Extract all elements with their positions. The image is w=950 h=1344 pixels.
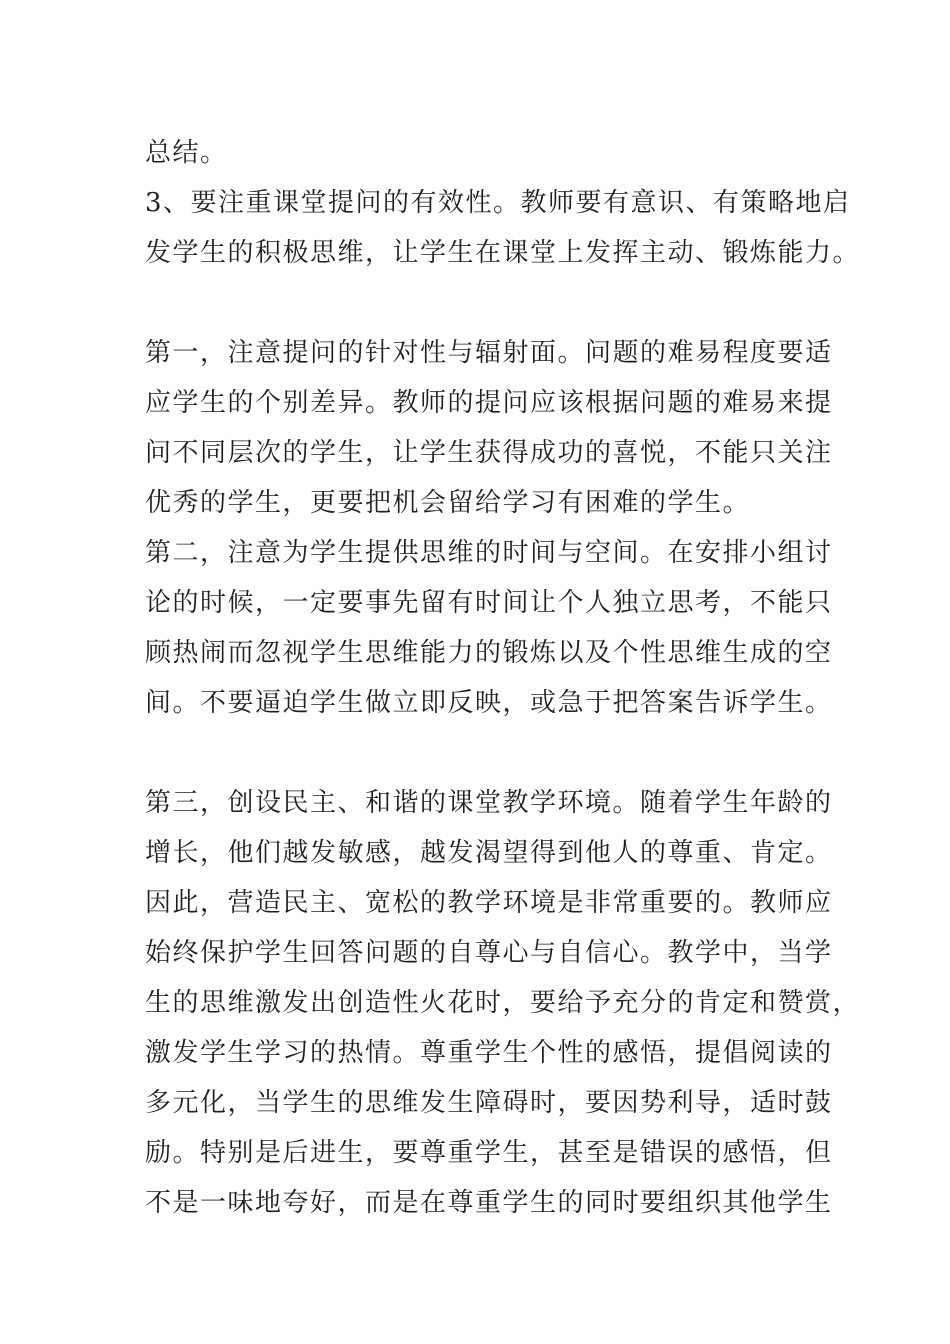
text-line: 总结。 (145, 138, 228, 168)
text-line: 第一，注意提问的针对性与辐射面。问题的难易程度要适 (145, 338, 833, 368)
text-line: 论的时候，一定要事先留有时间让个人独立思考，不能只 (145, 588, 833, 618)
text-line: 顾热闹而忽视学生思维能力的锻炼以及个性思维生成的空 (145, 638, 833, 668)
paragraph-gap (145, 728, 825, 778)
text-line: 问不同层次的学生，让学生获得成功的喜悦，不能只关注 (145, 438, 833, 468)
text-line: 因此，营造民主、宽松的教学环境是非常重要的。教师应 (145, 888, 833, 918)
text-line: 应学生的个别差异。教师的提问应该根据问题的难易来提 (145, 388, 833, 418)
text-line: 第三，创设民主、和谐的课堂教学环境。随着学生年龄的 (145, 788, 833, 818)
text-line: 发学生的积极思维，让学生在课堂上发挥主动、锻炼能力。 (145, 238, 861, 268)
text-line: 激发学生学习的热情。尊重学生个性的感悟，提倡阅读的 (145, 1038, 833, 1068)
document-body (145, 128, 861, 1228)
text-line: 增长，他们越发敏感，越发渴望得到他人的尊重、肯定。 (145, 838, 833, 868)
text-line: 间。不要逼迫学生做立即反映，或急于把答案告诉学生。 (145, 688, 833, 718)
text-line: 始终保护学生回答问题的自尊心与自信心。教学中，当学 (145, 938, 833, 968)
text-line: 第二，注意为学生提供思维的时间与空间。在安排小组讨 (145, 538, 833, 568)
text-line: 3、要注重课堂提问的有效性。教师要有意识、有策略地启 (145, 188, 851, 218)
text-line: 励。特别是后进生，要尊重学生，甚至是错误的感悟，但 (145, 1138, 833, 1168)
paragraph-gap (145, 278, 825, 328)
text-line: 多元化，当学生的思维发生障碍时，要因势利导，适时鼓 (145, 1088, 833, 1118)
text-line: 生的思维激发出创造性火花时，要给予充分的肯定和赞赏， (145, 988, 861, 1018)
text-line: 优秀的学生，更要把机会留给学习有困难的学生。 (145, 488, 751, 518)
text-line: 不是一味地夸好，而是在尊重学生的同时要组织其他学生 (145, 1188, 833, 1218)
